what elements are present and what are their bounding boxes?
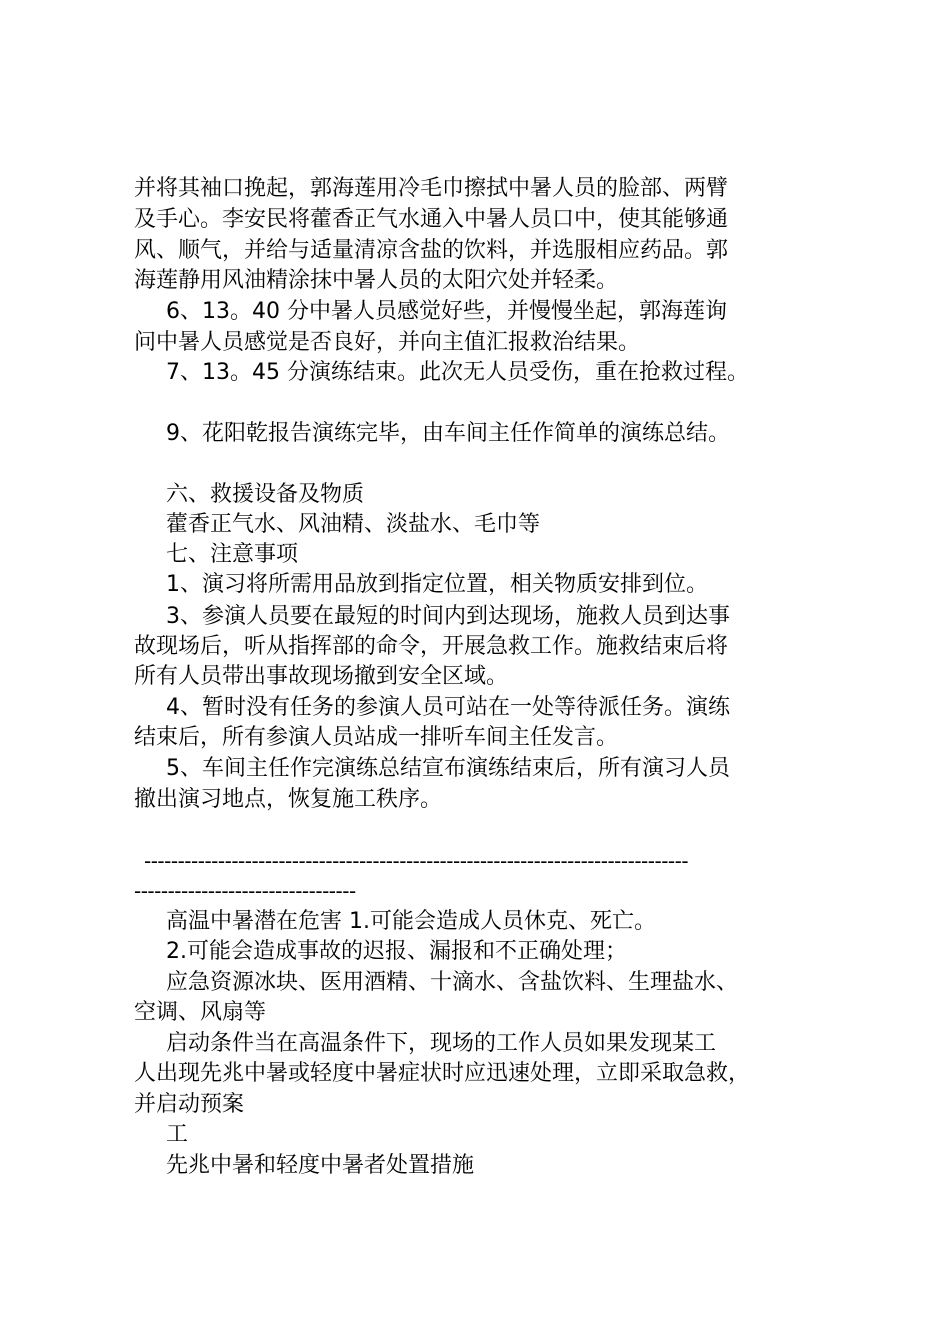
text-line: 9、花阳乾报告演练完毕，由车间主任作简单的演练总结。	[166, 421, 730, 446]
text-line: 应急资源冰块、医用酒精、十滴水、含盐饮料、生理盐水、	[166, 970, 739, 995]
text-line: 6、13。40 分中暑人员感觉好些，并慢慢坐起，郭海莲询	[166, 299, 727, 324]
text-line: 5、车间主任作完演练总结宣布演练结束后，所有演习人员	[166, 756, 730, 781]
text-line: 启动条件当在高温条件下，现场的工作人员如果发现某工	[166, 1031, 717, 1056]
text-line: 1、演习将所需用品放到指定位置，相关物质安排到位。	[166, 572, 708, 597]
text-line: 7、13。45 分演练结束。此次无人员受伤，重在抢救过程。	[166, 360, 749, 385]
text-line: 藿香正气水、风油精、淡盐水、毛巾等	[166, 512, 541, 537]
text-line: 并将其袖口挽起，郭海莲用冷毛巾擦拭中暑人员的脸部、两臂	[134, 176, 729, 201]
text-line: 并启动预案	[134, 1092, 245, 1117]
text-line: 及手心。李安民将藿香正气水通入中暑人员口中，使其能够通	[134, 207, 729, 232]
text-line: 所有人员带出事故现场撤到安全区域。	[134, 664, 509, 689]
text-line: 问中暑人员感觉是否良好，并向主值汇报救治结果。	[134, 330, 641, 355]
text-line: 故现场后，听从指挥部的命令，开展急救工作。施救结束后将	[134, 634, 729, 659]
text-line: 先兆中暑和轻度中暑者处置措施	[166, 1153, 475, 1178]
text-line: 海莲静用风油精涂抹中暑人员的太阳穴处并轻柔。	[134, 268, 619, 293]
text-line: 风、顺气，并给与适量清凉含盐的饮料，并选服相应药品。郭	[134, 238, 729, 263]
text-line: 人出现先兆中暑或轻度中暑症状时应迅速处理，立即采取急救，	[134, 1061, 751, 1086]
text-line: 工	[166, 1122, 189, 1147]
text-line: 3、参演人员要在最短的时间内到达现场，施救人员到达事	[166, 604, 730, 629]
text-line: 高温中暑潜在危害 1.可能会造成人员休克、死亡。	[166, 909, 656, 934]
dashed-divider: ---------------------------------------------------------------------------------	[144, 849, 689, 873]
section-heading: 六、救援设备及物质	[166, 482, 365, 507]
text-line: 结束后，所有参演人员站成一排听车间主任发言。	[134, 725, 619, 750]
section-heading: 七、注意事项	[166, 542, 299, 567]
dashed-divider: ---------------------------------	[134, 879, 356, 903]
text-line: 4、暂时没有任务的参演人员可站在一处等待派任务。演练	[166, 695, 730, 720]
text-line: 空调、风扇等	[134, 1000, 267, 1025]
text-line: 撤出演习地点，恢复施工秩序。	[134, 787, 443, 812]
text-line: 2.可能会造成事故的迟报、漏报和不正确处理；	[166, 939, 627, 964]
